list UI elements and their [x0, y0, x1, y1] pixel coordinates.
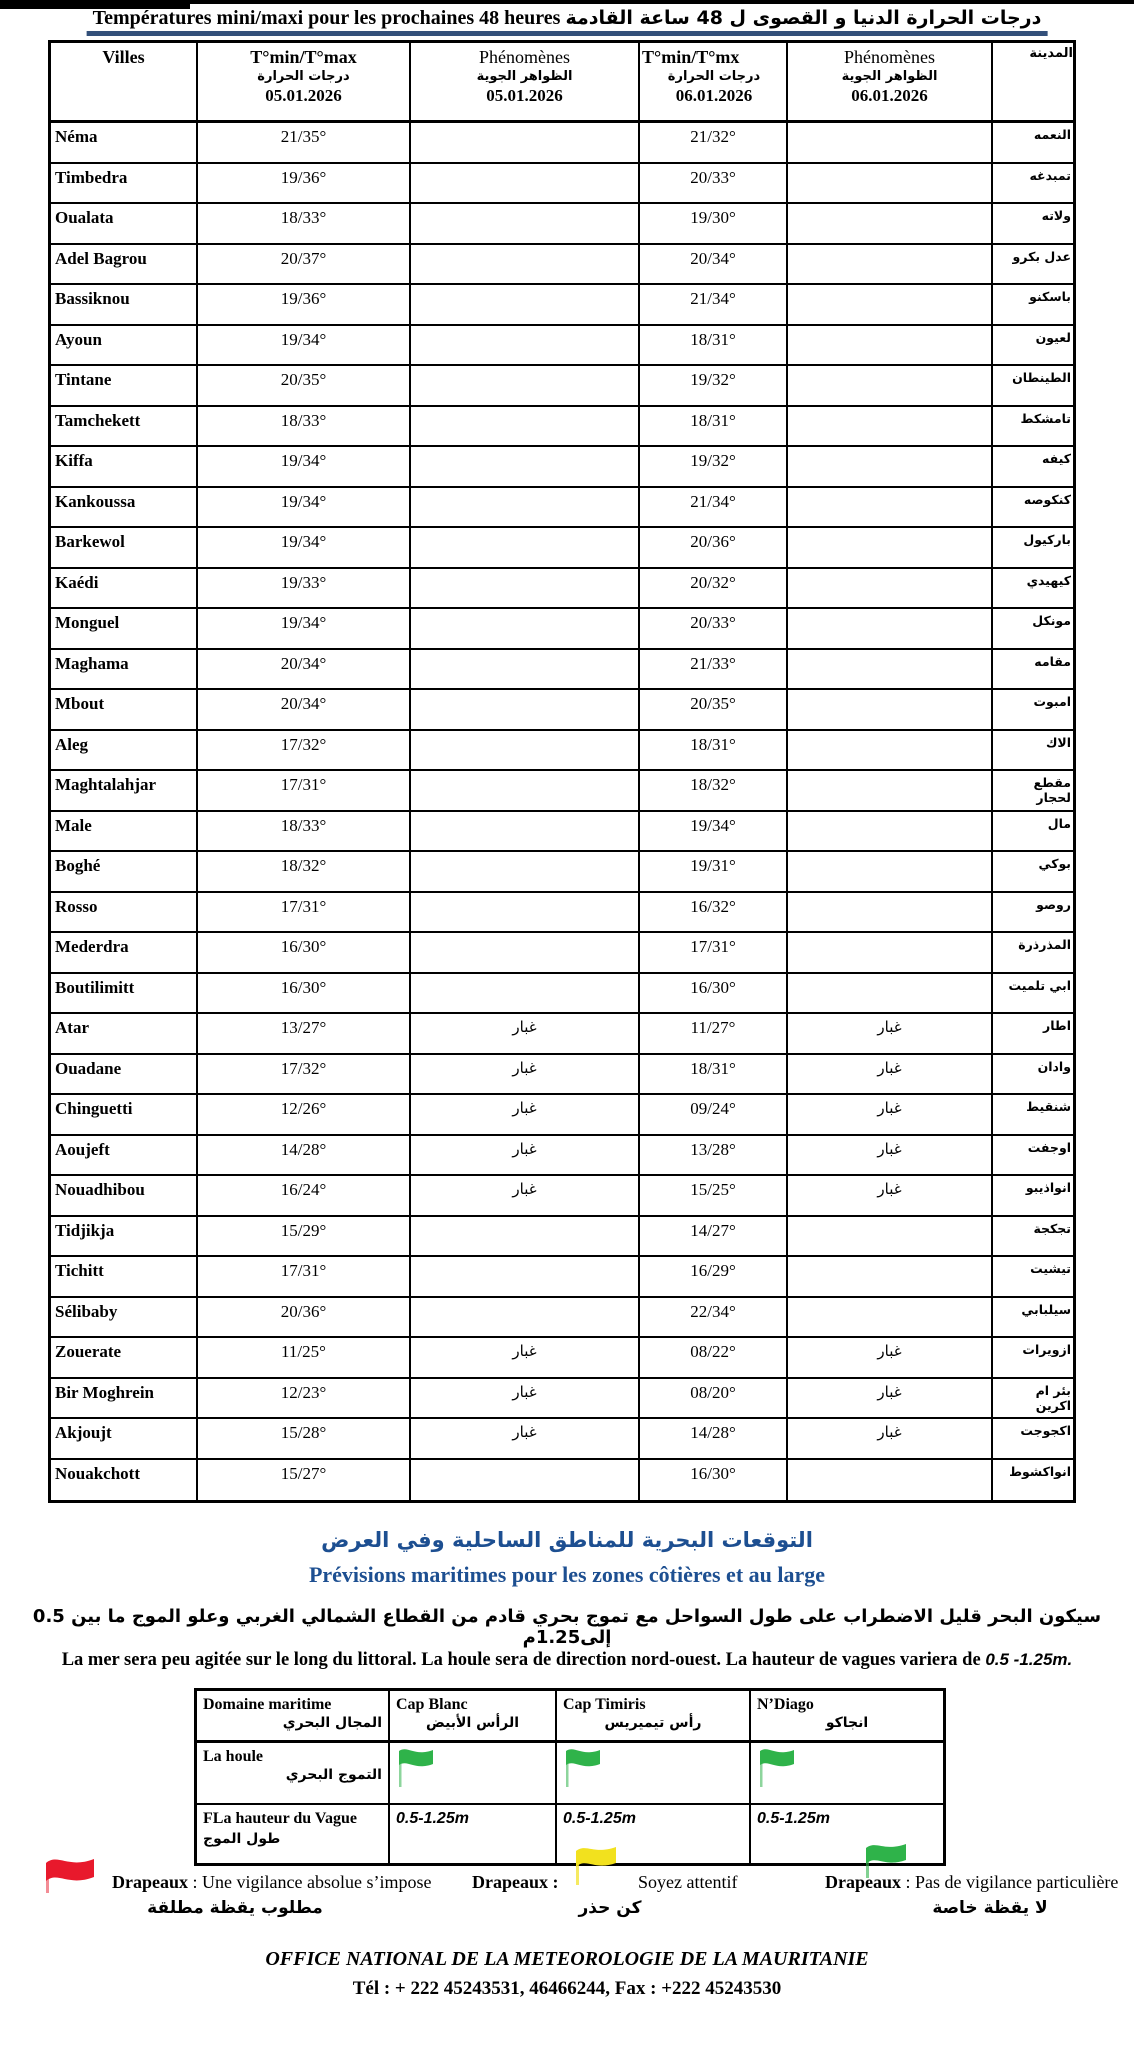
phenomena-day1-cell — [411, 893, 640, 932]
phenomena-day2-cell — [788, 569, 993, 608]
sea-forecast-arabic: سيكون البحر قليل الاضطراب على طول السواحل مع تموج بحري قادم من القطاع الشمالي الغربي وعلو الموج ما بين 0.5 إلى1.25م — [32, 1606, 1102, 1648]
maritime-houle-row — [197, 1743, 943, 1805]
city-name-cell: Timbedra — [51, 164, 198, 203]
city-name-arabic-cell: روصو — [1036, 896, 1071, 912]
city-name-cell: Mederdra — [51, 933, 198, 972]
phenomena-day2-cell: غبار — [788, 1095, 993, 1134]
phenomena-day2-cell: غبار — [788, 1055, 993, 1094]
temp-day2-cell: 18/31° — [640, 1055, 788, 1094]
temp-day1-cell: 18/33° — [198, 204, 411, 243]
city-name-arabic-cell: انواكشوط — [1009, 1463, 1071, 1479]
phenomena-day2-cell — [788, 447, 993, 486]
table-row — [51, 488, 1073, 529]
phenomena-day1-cell: غبار — [411, 1055, 640, 1094]
table-row — [51, 1095, 1073, 1136]
header-phenomenes-day2: Phénomènes الظواهر الجوية 06.01.2026 — [788, 43, 993, 120]
city-name-cell: Aleg — [51, 731, 198, 770]
phenomena-day2-cell — [788, 771, 993, 810]
city-name-cell: Nouakchott — [51, 1460, 198, 1501]
table-row — [51, 245, 1073, 286]
phenomena-day2-cell — [788, 1298, 993, 1337]
table-row — [51, 974, 1073, 1015]
legend-yellow-text: Soyez attentif — [638, 1872, 738, 1892]
temp-day2-cell: 09/24° — [640, 1095, 788, 1134]
temp-day2-cell: 14/27° — [640, 1217, 788, 1256]
phenomena-day1-cell — [411, 245, 640, 284]
header-villes: Villes — [51, 43, 198, 120]
city-name-arabic-cell: لعيون — [1035, 329, 1071, 345]
maritime-header-cap-timiris: Cap Timiris رأس تيميريس — [557, 1691, 751, 1740]
legend-red-arabic: مطلوب يقظة مطلقة — [147, 1898, 323, 1918]
table-row — [51, 569, 1073, 610]
phenomena-day1-cell — [411, 933, 640, 972]
city-name-cell: Nouadhibou — [51, 1176, 198, 1215]
city-name-arabic-cell: وادان — [1037, 1058, 1071, 1074]
temp-day2-cell: 21/34° — [640, 285, 788, 324]
phenomena-day1-cell — [411, 731, 640, 770]
legend-red: Drapeaux : Une vigilance absolue s’impose — [112, 1872, 432, 1892]
table-row — [51, 1460, 1073, 1501]
legend-yellow-arabic: كن حذر — [578, 1898, 642, 1918]
phenomena-day2-cell — [788, 852, 993, 891]
temp-day1-cell: 17/32° — [198, 731, 411, 770]
phenomena-day2-cell: غبار — [788, 1176, 993, 1215]
temp-day2-cell: 19/32° — [640, 447, 788, 486]
table-row — [51, 407, 1073, 448]
city-name-cell: Tintane — [51, 366, 198, 405]
table-row — [51, 1298, 1073, 1339]
temp-day1-cell: 18/33° — [198, 407, 411, 446]
temp-day2-cell: 21/34° — [640, 488, 788, 527]
phenomena-day2-cell — [788, 204, 993, 243]
city-name-arabic-cell: اكجوجت — [1020, 1423, 1071, 1438]
phenomena-day2-cell — [788, 123, 993, 162]
phenomena-day1-cell — [411, 204, 640, 243]
temp-day2-cell: 18/31° — [640, 407, 788, 446]
phenomena-day1-cell — [411, 366, 640, 405]
city-name-cell: Néma — [51, 123, 198, 162]
temp-day2-cell: 20/32° — [640, 569, 788, 608]
temp-day2-cell: 20/33° — [640, 164, 788, 203]
phenomena-day2-cell: غبار — [788, 1338, 993, 1377]
table-row — [51, 1338, 1073, 1379]
sea-forecast-wave-height: 0.5 -1.25m. — [985, 1650, 1073, 1669]
maritime-houle-label: La houle التموج البحري — [197, 1743, 390, 1803]
city-name-cell: Mbout — [51, 690, 198, 729]
legend-green: Drapeaux : Pas de vigilance particulière — [825, 1872, 1119, 1892]
table-row — [51, 609, 1073, 650]
temp-day1-cell: 17/32° — [198, 1055, 411, 1094]
table-row — [51, 1014, 1073, 1055]
city-name-cell: Kiffa — [51, 447, 198, 486]
city-name-cell: Boghé — [51, 852, 198, 891]
temp-day1-cell: 19/34° — [198, 488, 411, 527]
phenomena-day1-cell: غبار — [411, 1379, 640, 1418]
city-name-cell: Barkewol — [51, 528, 198, 567]
city-name-arabic-cell: مال — [1047, 815, 1071, 831]
phenomena-day1-cell — [411, 528, 640, 567]
table-row — [51, 812, 1073, 853]
table-row — [51, 650, 1073, 691]
table-row — [51, 1055, 1073, 1096]
table-row — [51, 933, 1073, 974]
table-row — [51, 1379, 1073, 1420]
houle-cap-timiris-cell — [557, 1743, 751, 1803]
maritime-header-cap-blanc: Cap Blanc الرأس الأبيض — [390, 1691, 557, 1740]
temp-day1-cell: 16/30° — [198, 933, 411, 972]
temp-day2-cell: 20/34° — [640, 245, 788, 284]
city-rows — [51, 123, 1073, 1500]
yellow-flag-icon — [572, 1843, 620, 1887]
legend-yellow-label: Drapeaux : — [472, 1872, 559, 1892]
phenomena-day1-cell — [411, 771, 640, 810]
phenomena-day1-cell: غبار — [411, 1176, 640, 1215]
city-name-arabic-cell: ازويرات — [1022, 1342, 1071, 1357]
phenomena-day2-cell — [788, 326, 993, 365]
phenomena-day2-cell — [788, 164, 993, 203]
city-name-arabic-cell: الطينطان — [1012, 370, 1071, 385]
maritime-wave-label: FLa hauteur du Vague طول الموج — [197, 1805, 390, 1863]
temp-day2-cell: 17/31° — [640, 933, 788, 972]
phenomena-day1-cell: غبار — [411, 1095, 640, 1134]
sea-forecast-french — [0, 1650, 1134, 1671]
city-name-arabic-cell: سيلبابي — [1021, 1301, 1071, 1317]
city-name-cell: Oualata — [51, 204, 198, 243]
phenomena-day2-cell — [788, 650, 993, 689]
temp-day1-cell: 17/31° — [198, 893, 411, 932]
temp-day1-cell: 17/31° — [198, 1257, 411, 1296]
phenomena-day1-cell — [411, 488, 640, 527]
phenomena-day2-cell — [788, 245, 993, 284]
city-name-cell: Kankoussa — [51, 488, 198, 527]
temp-day2-cell: 18/32° — [640, 771, 788, 810]
table-row — [51, 1217, 1073, 1258]
table-row — [51, 366, 1073, 407]
city-name-cell: Rosso — [51, 893, 198, 932]
city-name-cell: Chinguetti — [51, 1095, 198, 1134]
temp-day1-cell: 15/29° — [198, 1217, 411, 1256]
city-name-cell: Maghtalahjar — [51, 771, 198, 810]
city-name-arabic-cell: بئر ام اكرين — [1035, 1382, 1071, 1413]
table-row — [51, 1257, 1073, 1298]
city-name-arabic-cell: مونكل — [1032, 613, 1071, 628]
temp-day2-cell: 16/29° — [640, 1257, 788, 1296]
phenomena-day2-cell — [788, 933, 993, 972]
phenomena-day1-cell: غبار — [411, 1338, 640, 1377]
temp-day1-cell: 17/31° — [198, 771, 411, 810]
city-name-arabic-cell: بوكي — [1038, 856, 1071, 871]
table-row — [51, 893, 1073, 934]
phenomena-day1-cell — [411, 326, 640, 365]
temp-day2-cell: 08/22° — [640, 1338, 788, 1377]
temp-day1-cell: 11/25° — [198, 1338, 411, 1377]
city-name-cell: Kaédi — [51, 569, 198, 608]
city-name-arabic-cell: تيشيت — [1030, 1261, 1071, 1276]
phenomena-day2-cell — [788, 488, 993, 527]
temp-day2-cell: 20/35° — [640, 690, 788, 729]
maritime-wave-row — [197, 1805, 943, 1863]
page-title-ar: درجات الحرارة الدنيا و القصوى ل 48 ساعة القادمة — [565, 7, 1042, 29]
city-name-cell: Male — [51, 812, 198, 851]
temp-day2-cell: 19/34° — [640, 812, 788, 851]
temp-day1-cell: 19/36° — [198, 164, 411, 203]
maritime-table — [194, 1688, 946, 1866]
phenomena-day1-cell — [411, 164, 640, 203]
city-name-cell: Ayoun — [51, 326, 198, 365]
city-name-arabic-cell: باركيول — [1023, 532, 1071, 547]
city-name-cell: Atar — [51, 1014, 198, 1053]
phenomena-day1-cell — [411, 974, 640, 1013]
city-name-cell: Aoujeft — [51, 1136, 198, 1175]
temp-day1-cell: 20/34° — [198, 690, 411, 729]
phenomena-day1-cell: غبار — [411, 1136, 640, 1175]
green-flag-icon — [563, 1747, 603, 1789]
city-name-arabic-cell: تمبدغه — [1029, 167, 1071, 183]
temp-day2-cell: 16/30° — [640, 974, 788, 1013]
wave-height-ndiago: 0.5-1.25m — [757, 1810, 830, 1827]
temp-day1-cell: 18/32° — [198, 852, 411, 891]
city-name-cell: Ouadane — [51, 1055, 198, 1094]
phenomena-day2-cell — [788, 528, 993, 567]
temp-day2-cell: 18/31° — [640, 326, 788, 365]
table-row — [51, 204, 1073, 245]
page-title-fr: Températures mini/maxi pour les prochaines 48 heures — [92, 7, 561, 29]
temp-day1-cell: 12/26° — [198, 1095, 411, 1134]
footer-organization: OFFICE NATIONAL DE LA METEOROLOGIE DE LA MAURITANIE — [265, 1948, 869, 1970]
phenomena-day1-cell — [411, 1460, 640, 1501]
header-city-arabic: المدينة — [1029, 46, 1073, 61]
city-name-cell: Tamchekett — [51, 407, 198, 446]
phenomena-day2-cell — [788, 812, 993, 851]
phenomena-day2-cell — [788, 285, 993, 324]
city-name-arabic-cell: اطار — [1043, 1018, 1071, 1033]
table-row — [51, 326, 1073, 367]
temp-day2-cell: 21/33° — [640, 650, 788, 689]
wave-height-cap-timiris: 0.5-1.25m — [557, 1805, 751, 1863]
city-name-cell: Tidjikja — [51, 1217, 198, 1256]
maritime-heading-french: Prévisions maritimes pour les zones côtières et au large — [308, 1562, 826, 1587]
city-name-cell: Monguel — [51, 609, 198, 648]
red-flag-icon — [42, 1855, 98, 1895]
phenomena-day1-cell — [411, 812, 640, 851]
city-name-cell: Adel Bagrou — [51, 245, 198, 284]
phenomena-day2-cell — [788, 1217, 993, 1256]
header-tminmax-day1: T°min/T°max درجات الحرارة 05.01.2026 — [198, 43, 411, 120]
temp-day1-cell: 15/28° — [198, 1419, 411, 1458]
temp-day1-cell: 16/30° — [198, 974, 411, 1013]
table-row — [51, 528, 1073, 569]
table-row — [51, 731, 1073, 772]
city-name-arabic-cell: شنقيط — [1026, 1099, 1071, 1114]
temp-day2-cell: 22/34° — [640, 1298, 788, 1337]
city-name-arabic-cell: المذرذرة — [1018, 937, 1071, 952]
city-name-arabic-cell: عدل بكرو — [1012, 248, 1071, 264]
temp-day2-cell: 20/33° — [640, 609, 788, 648]
city-name-arabic-cell: ولاته — [1041, 208, 1071, 223]
phenomena-day1-cell — [411, 407, 640, 446]
city-name-arabic-cell: امبوت — [1033, 694, 1071, 709]
footer-contact: Tél : + 222 45243531, 46466244, Fax : +222 45243530 — [352, 1978, 782, 1999]
temp-day1-cell: 13/27° — [198, 1014, 411, 1053]
temp-day2-cell: 14/28° — [640, 1419, 788, 1458]
phenomena-day2-cell: غبار — [788, 1379, 993, 1418]
phenomena-day2-cell — [788, 690, 993, 729]
table-row — [51, 164, 1073, 205]
phenomena-day2-cell: غبار — [788, 1419, 993, 1458]
city-name-arabic-cell: مقطع لحجار — [1033, 775, 1071, 805]
temp-day2-cell: 15/25° — [640, 1176, 788, 1215]
houle-ndiago-cell — [751, 1743, 943, 1803]
phenomena-day1-cell — [411, 123, 640, 162]
temp-day2-cell: 18/31° — [640, 731, 788, 770]
header-phenomenes-day1: Phénomènes الظواهر الجوية 05.01.2026 — [411, 43, 640, 120]
phenomena-day1-cell — [411, 852, 640, 891]
phenomena-day1-cell — [411, 1298, 640, 1337]
city-name-arabic-cell: باسكنو — [1029, 289, 1071, 304]
houle-cap-blanc-cell — [390, 1743, 557, 1803]
table-row — [51, 771, 1073, 812]
city-name-arabic-cell: اوجفت — [1027, 1139, 1071, 1155]
phenomena-day2-cell — [788, 974, 993, 1013]
temp-day2-cell: 19/30° — [640, 204, 788, 243]
temp-day1-cell: 20/35° — [198, 366, 411, 405]
temp-day1-cell: 15/27° — [198, 1460, 411, 1501]
green-flag-icon — [396, 1747, 436, 1789]
city-name-arabic-cell: ابي تلميت — [1008, 977, 1071, 993]
phenomena-day1-cell — [411, 690, 640, 729]
city-name-arabic-cell: النعمه — [1033, 127, 1071, 142]
city-name-arabic-cell: مقامه — [1034, 653, 1071, 669]
temp-day2-cell: 20/36° — [640, 528, 788, 567]
phenomena-day1-cell — [411, 1257, 640, 1296]
temperature-table-header — [51, 43, 1073, 123]
table-row — [51, 690, 1073, 731]
phenomena-day1-cell — [411, 447, 640, 486]
table-row — [51, 1176, 1073, 1217]
sea-forecast-french-text: La mer sera peu agitée sur le long du littoral. La houle sera de direction nord-ouest. La hauteur de vagues variera de — [61, 1650, 986, 1670]
temp-day1-cell: 20/34° — [198, 650, 411, 689]
temp-day1-cell: 16/24° — [198, 1176, 411, 1215]
table-row — [51, 1136, 1073, 1177]
phenomena-day1-cell — [411, 609, 640, 648]
city-name-cell: Zouerate — [51, 1338, 198, 1377]
temp-day1-cell: 20/37° — [198, 245, 411, 284]
temp-day2-cell: 16/30° — [640, 1460, 788, 1501]
temp-day2-cell: 16/32° — [640, 893, 788, 932]
table-row — [51, 852, 1073, 893]
phenomena-day1-cell — [411, 650, 640, 689]
temp-day1-cell: 19/34° — [198, 528, 411, 567]
header-tminmax-day2: T°min/T°mx درجات الحرارة 06.01.2026 — [640, 43, 788, 120]
city-name-arabic-cell: كنكوصه — [1023, 491, 1071, 507]
city-name-arabic-cell: تجكجة — [1033, 1220, 1071, 1236]
city-name-cell: Akjoujt — [51, 1419, 198, 1458]
temperature-table — [48, 40, 1076, 1503]
temp-day2-cell: 08/20° — [640, 1379, 788, 1418]
wave-height-cap-blanc: 0.5-1.25m — [390, 1805, 557, 1863]
phenomena-day2-cell: غبار — [788, 1014, 993, 1053]
temp-day2-cell: 19/32° — [640, 366, 788, 405]
city-name-cell: Sélibaby — [51, 1298, 198, 1337]
temp-day2-cell: 11/27° — [640, 1014, 788, 1053]
phenomena-day2-cell — [788, 407, 993, 446]
phenomena-day2-cell — [788, 609, 993, 648]
city-name-arabic-cell: كيفه — [1042, 451, 1071, 466]
temp-day1-cell: 19/36° — [198, 285, 411, 324]
temp-day2-cell: 13/28° — [640, 1136, 788, 1175]
phenomena-day2-cell — [788, 731, 993, 770]
phenomena-day2-cell — [788, 366, 993, 405]
temp-day1-cell: 20/36° — [198, 1298, 411, 1337]
temp-day1-cell: 19/34° — [198, 447, 411, 486]
city-name-arabic-cell: الاك — [1045, 734, 1071, 750]
temp-day1-cell: 19/34° — [198, 609, 411, 648]
city-name-cell: Maghama — [51, 650, 198, 689]
phenomena-day1-cell — [411, 285, 640, 324]
city-name-cell: Tichitt — [51, 1257, 198, 1296]
city-name-cell: Boutilimitt — [51, 974, 198, 1013]
legend-green-arabic: لا يقظة خاصة — [932, 1898, 1048, 1918]
city-name-arabic-cell: تامشكط — [1020, 410, 1071, 426]
green-flag-icon — [757, 1747, 797, 1789]
phenomena-day2-cell: غبار — [788, 1136, 993, 1175]
temp-day1-cell: 18/33° — [198, 812, 411, 851]
temp-day1-cell: 19/34° — [198, 326, 411, 365]
phenomena-day2-cell — [788, 1460, 993, 1501]
maritime-header-ndiago: N’Diago انجاكو — [757, 1696, 869, 1731]
temp-day1-cell: 12/23° — [198, 1379, 411, 1418]
temp-day1-cell: 21/35° — [198, 123, 411, 162]
phenomena-day1-cell — [411, 1217, 640, 1256]
page-title — [87, 7, 1048, 36]
table-row — [51, 123, 1073, 164]
city-name-cell: Bassiknou — [51, 285, 198, 324]
maritime-header-domaine: Domaine maritime المجال البحري — [197, 1691, 390, 1740]
maritime-heading-arabic: التوقعات البحرية للمناطق الساحلية وفي العرض — [321, 1528, 813, 1552]
phenomena-day2-cell — [788, 1257, 993, 1296]
city-name-cell: Bir Moghrein — [51, 1379, 198, 1418]
phenomena-day1-cell: غبار — [411, 1419, 640, 1458]
phenomena-day2-cell — [788, 893, 993, 932]
temp-day1-cell: 14/28° — [198, 1136, 411, 1175]
phenomena-day1-cell — [411, 569, 640, 608]
temp-day2-cell: 21/32° — [640, 123, 788, 162]
table-row — [51, 285, 1073, 326]
city-name-arabic-cell: انواذيبو — [1025, 1180, 1071, 1195]
table-row — [51, 1419, 1073, 1460]
temp-day2-cell: 19/31° — [640, 852, 788, 891]
table-row — [51, 447, 1073, 488]
phenomena-day1-cell: غبار — [411, 1014, 640, 1053]
maritime-table-header — [197, 1691, 943, 1743]
city-name-arabic-cell: كيهيدي — [1026, 572, 1071, 588]
temp-day1-cell: 19/33° — [198, 569, 411, 608]
